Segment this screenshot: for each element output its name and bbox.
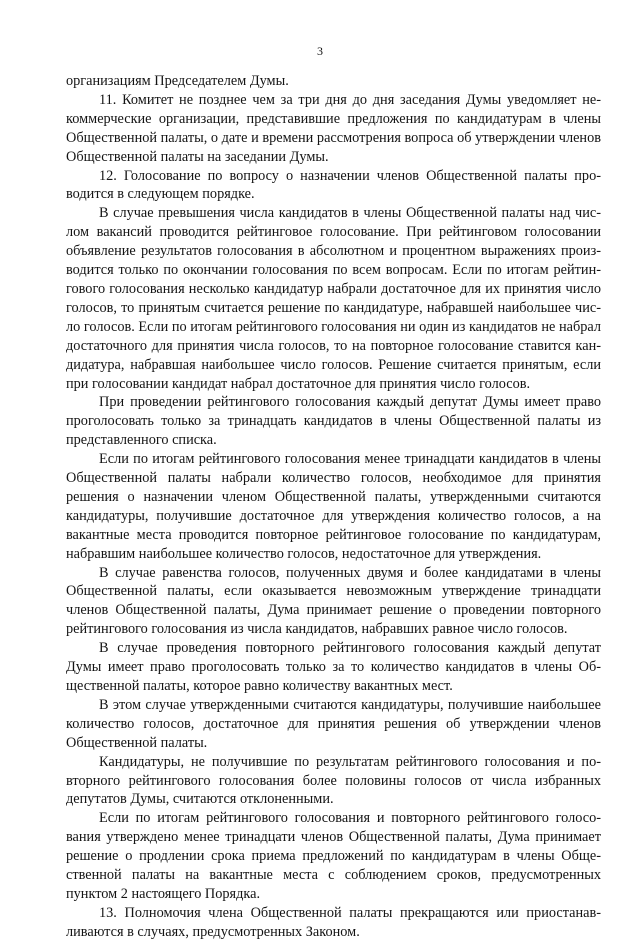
paragraph-fewer-than-thirteen: Если по итогам рейтингового голосования менее тринадцати кандидатов в члены Общественной палаты набрали количество голосов, необходимое для принятия решения о назначении членом Общественной палаты, утвержденными считаются кандидатуры, получившие достаточное для утверждения количество голосов, а на вакантные места проводится повторное рейтинговое голосование по кандидатурам, набравшим наибольшее количество голосов, недостаточное для утверждения. (66, 451, 601, 562)
paragraph-item-13: 13. Полномочия члена Общественной палаты прекращаются или приостанавливаются в случаях, предусмотренных Законом. (66, 904, 601, 940)
paragraph-equal-votes: В случае равенства голосов, полученных двумя и более кандидатами в члены Общественной палаты, если оказывается невозможным утверждение тринадцати членов Общественной палаты, Дума принимает решение о проведении повторного рейтингового голосования из числа кандидатов, набравших равное число голосов. (66, 564, 601, 638)
paragraph-item-12: 12. Голосование по вопросу о назначении членов Общественной палаты проводится в следующем порядке. (66, 167, 601, 203)
document-body (66, 72, 601, 942)
paragraph-continuation: организациям Председателем Думы. (66, 73, 289, 89)
paragraph-approved-candidates: В этом случае утвержденными считаются кандидатуры, получившие наибольшее количество голосов, достаточное для принятия решения об утверждении членов Общественной палаты. (66, 696, 601, 751)
paragraph-item-11: 11. Комитет не позднее чем за три дня до дня заседания Думы уведомляет некоммерческие организации, представившие предложения по кандидатурам в члены Общественной палаты, о дате и времени рассмотрения вопроса об утверждении членов Общественной палаты на заседании Думы. (66, 91, 601, 165)
paragraph-deputy-right: При проведении рейтингового голосования каждый депутат Думы имеет право проголосовать только за тринадцать кандидатов в члены Общественной палаты из представленного списка. (66, 394, 601, 449)
paragraph-rejected-candidates: Кандидатуры, не получившие по результатам рейтингового голосования и повторного рейтингового голосования более половины голосов от числа избранных депутатов Думы, считаются отклоненными. (66, 753, 601, 808)
paragraph-rating-vote: В случае превышения числа кандидатов в члены Общественной палаты над числом вакансий проводится рейтинговое голосование. При рейтинговом голосовании объявление результатов голосования в абсолютном и процентном выражениях производится только по окончании голосования по всем вопросам. Если по итогам рейтингового голосования несколько кандидатур набрали достаточное для их принятия число голосов, то принятым считается решение по кандидатуре, набравшей наибольшее число голосов. Если по итогам рейтингового голосования ни один из кандидатов не набрал достаточного для принятия числа голосов, то на повторное голосование ставится кандидатура, набравшая наибольшее число голосов. Решение считается принятым, если при голосовании кандидат набрал достаточное для принятия число голосов. (66, 205, 601, 392)
page-number: 3 (317, 44, 323, 58)
paragraph-repeat-vote: В случае проведения повторного рейтингового голосования каждый депутат Думы имеет право проголосовать только за то количество кандидатов в члены Общественной палаты, которое равно количеству вакантных мест. (66, 640, 601, 694)
paragraph-extension: Если по итогам рейтингового голосования и повторного рейтингового голосования утверждено менее тринадцати членов Общественной палаты, Дума принимает решение о продлении срока приема предложений по кандидатурам в члены Общественной палаты на вакантные места с соблюдением сроков, предусмотренных пунктом 2 настоящего Порядка. (66, 810, 601, 902)
